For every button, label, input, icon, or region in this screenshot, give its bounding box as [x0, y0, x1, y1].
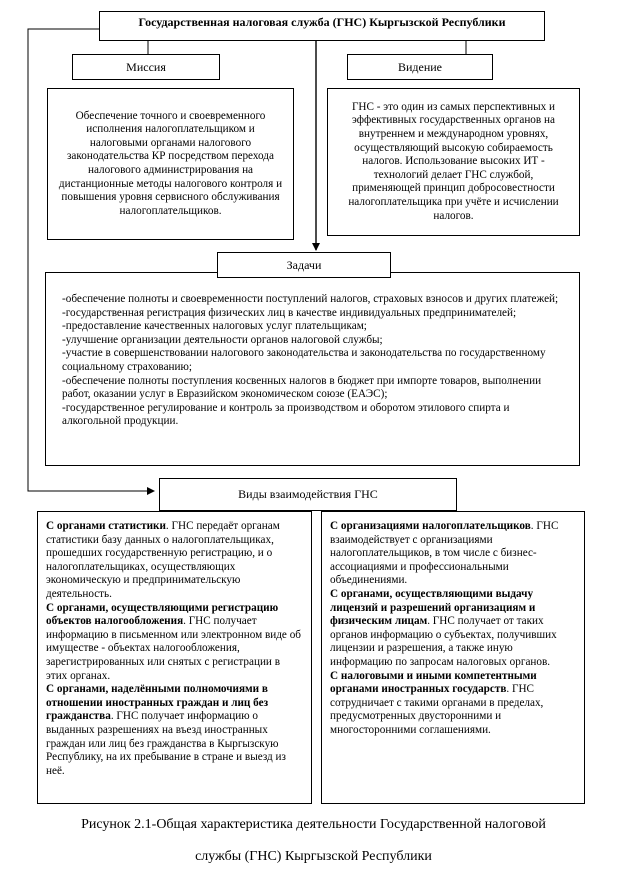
interaction-item-head: С организациями налогоплательщиков [330, 520, 531, 532]
interaction-item-body: . ГНС передаёт органам статистики базу данных о налогоплательщиках, прошедших государственную регистрацию, и о налогоплательщиках, осуществляющих экономическую и предпринимательскую деятельность. [46, 520, 280, 600]
interaction-right-box [321, 511, 585, 804]
interaction-item-body: . ГНС сотрудничает с такими органами в пределах, предусмотренных двусторонними и многосторонними соглашениями. [330, 683, 544, 736]
vision-text-box [327, 88, 580, 236]
main-title-box [99, 11, 545, 41]
vision-text: ГНС - это один из самых перспективных и эффективных государственных органов на внутреннем и международном уровнях, осуществляющий высокую собираемость налогов. Использование высоких ИТ - технологий делает ГНС службой, применяющей принцип добросовестности налогоплательщика при учёте и исчислении налогов. [348, 100, 559, 222]
mission-text-box [47, 88, 294, 240]
tasks-label: Задачи [286, 257, 322, 272]
interaction-item-body: . ГНС получает информацию о выданных разрешениях на въезд иностранных граждан или лиц без гражданства в Кыргызскую Республику, на их пребывание в стране и выезд из неё. [46, 710, 286, 777]
vision-label-box [347, 54, 493, 80]
task-item: -государственная регистрация физических лиц в качестве индивидуальных предпринимателей; [62, 306, 517, 319]
interaction-item [46, 602, 303, 684]
task-item: -обеспечение полноты и своевременности поступлений налогов, страховых взносов и других платежей; [62, 293, 559, 305]
interaction-item-body: . ГНС взаимодействует с организациями налогоплательщиков, в том числе с бизнес-ассоциациями и профессиональными объединениями. [330, 520, 559, 587]
interaction-item [330, 520, 576, 588]
vision-label: Видение [397, 59, 443, 74]
caption-line-1: Рисунок 2.1-Общая характеристика деятельности Государственной налоговой [81, 817, 546, 832]
interaction-label-box [159, 478, 457, 511]
task-item: -предоставление качественных налоговых услуг плательщикам; [62, 320, 367, 333]
interaction-item-head: С органами, осуществляющими регистрацию объектов налогообложения [46, 601, 279, 628]
interaction-item-head: С налоговыми и иными компетентными органами иностранных государств [330, 669, 537, 696]
task-item: -улучшение организации деятельности органов налоговой службы; [62, 333, 383, 346]
interaction-item [46, 683, 303, 778]
interaction-item-head: С органами, наделёнными полномочиями в отношении иностранных граждан и лиц без гражданства [46, 683, 269, 723]
task-item: -участие в совершенствовании налогового законодательства и законодательства по государственному социальному страхованию; [62, 347, 546, 373]
task-item: -обеспечение полноты поступления косвенных налогов в бюджет при импорте товаров, выполнении работ, оказании услуг в Евразийском экономическом союзе (ЕАЭС); [62, 374, 542, 401]
figure-caption [0, 814, 627, 868]
mission-text: Обеспечение точного и своевременного исполнения налогоплательщиком и налоговыми органами налогового законодательства КР посредством перехода налогового администрирования на дистанционные методы налогового контроля и повышения уровня сервисного обслуживания налогоплательщиков. [58, 109, 283, 217]
interaction-item [330, 670, 576, 738]
tasks-label-box [217, 252, 391, 278]
page-title: Государственная налоговая служба (ГНС) Кыргызской Республики [138, 15, 506, 29]
caption-line-2: службы (ГНС) Кыргызской Республики [195, 849, 432, 864]
interaction-item-body: . ГНС получает от таких органов информацию о субъектах, получивших лицензии и разрешения, а также иную информацию по запросам налоговых органов. [330, 615, 557, 668]
interaction-item-head: С органами статистики [46, 520, 166, 532]
interaction-left-box [37, 511, 312, 804]
interaction-item-head: С органами, осуществляющими выдачу лицензий и разрешений организациям и физическим лицам [330, 587, 536, 628]
task-item: -государственное регулирование и контроль за производством и оборотом этилового спирта и алкогольной продукции. [62, 401, 510, 428]
tasks-box [45, 272, 580, 466]
mission-label-box [72, 54, 220, 80]
interaction-item [330, 588, 576, 670]
interaction-item-body: . ГНС получает информацию в письменном или электронном виде об имуществе - объектах налогообложения, зарегистрированных или снятых с регистрации в этих органах. [46, 615, 301, 682]
mission-label: Миссия [126, 59, 166, 74]
interaction-label: Виды взаимодействия ГНС [238, 487, 378, 501]
interaction-item [46, 520, 303, 602]
